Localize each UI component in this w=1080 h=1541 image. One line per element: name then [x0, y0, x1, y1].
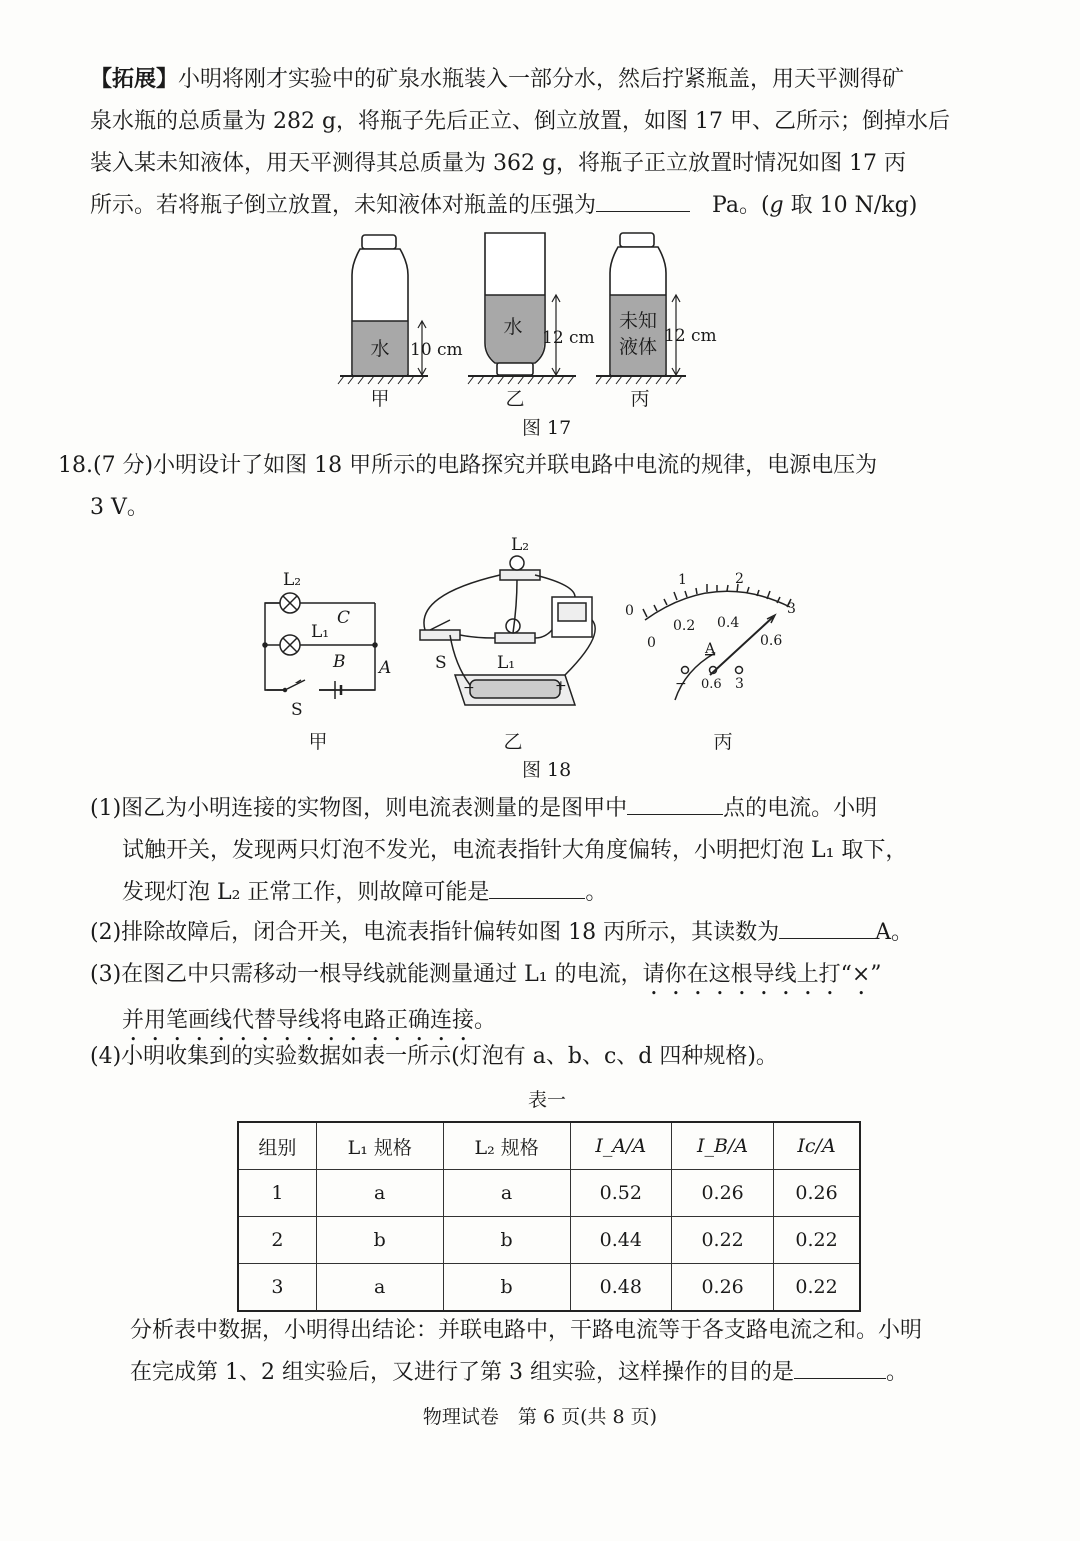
question-18 — [58, 445, 998, 529]
label-point-C: C — [337, 608, 351, 628]
label-height-12b: 12 cm — [664, 326, 717, 346]
figure-18 — [245, 535, 825, 760]
label-jia-18: 甲 — [308, 731, 328, 753]
answer-blank-reading[interactable] — [779, 914, 875, 939]
q18-line-1: 18.(7 分)小明设计了如图 18 甲所示的电路探究并联电路中电流的规律，电源电压为 — [58, 453, 878, 478]
table-row: 2 b b 0.44 0.22 0.22 — [238, 1217, 860, 1264]
label-L2-a: L₂ — [283, 570, 302, 590]
label-water-a: 水 — [370, 338, 390, 360]
table-header-row: 组别 L₁ 规格 L₂ 规格 I_A/A I_B/A Ic/A — [238, 1122, 860, 1170]
sub-question-1: (1)图乙为小明连接的实物图，则电流表测量的是图甲中 点的电流。小明 试触开关，发现两只灯泡不发光，电流表指针大角度偏转，小明把灯泡 L₁ 取下， 发现灯泡 L₂ 正常工作，则故障可能是 。 — [90, 788, 990, 914]
ext-line-3: 装入某未知液体，用天平测得其总质量为 362 g，将瓶子正立放置时情况如图 17 丙 — [90, 151, 907, 176]
conclusion: 分析表中数据，小明得出结论：并联电路中，干路电流等于各支路电流之和。小明 在完成第 1、2 组实验后，又进行了第 3 组实验，这样操作的目的是 。 — [130, 1318, 923, 1385]
q18-line-2: 3 V。 — [90, 495, 149, 520]
dial-minor-0.4: 0.4 — [717, 615, 740, 631]
answer-blank-fault[interactable] — [489, 874, 585, 899]
label-bing-17: 丙 — [630, 388, 650, 410]
answer-blank-point[interactable] — [627, 790, 723, 815]
label-height-10: 10 cm — [410, 340, 463, 360]
terminal-3: 3 — [735, 676, 744, 692]
label-switch-S-a: S — [291, 700, 303, 720]
label-point-B: B — [333, 652, 346, 672]
physical-circuit — [420, 556, 595, 705]
label-bing-18: 丙 — [713, 731, 733, 753]
sub-question-2: (2)排除故障后，闭合开关，电流表指针偏转如图 18 丙所示，其读数为 A。 — [90, 912, 990, 954]
label-L2-b: L₂ — [511, 535, 530, 555]
dial-major-1: 1 — [678, 572, 687, 588]
label-battery-neg: − — [463, 680, 475, 696]
label-L1-b: L₁ — [497, 653, 516, 673]
answer-blank-pressure[interactable] — [596, 187, 690, 212]
ext-line-1: 【拓展】小明将刚才实验中的矿泉水瓶装入一部分水，然后拧紧瓶盖，用天平测得矿 — [90, 66, 905, 92]
dial-minor-0.2: 0.2 — [673, 618, 696, 634]
answer-blank-purpose[interactable] — [794, 1354, 886, 1379]
table-row: 1 a a 0.52 0.26 0.26 — [238, 1170, 860, 1217]
page-footer: 物理试卷 第 6 页(共 8 页) — [422, 1406, 658, 1428]
label-battery-pos: + — [555, 678, 567, 694]
table-row: 3 a b 0.48 0.26 0.22 — [238, 1264, 860, 1312]
label-L1-a: L₁ — [311, 622, 330, 642]
figure-17-caption: 图 17 — [522, 417, 572, 439]
ext-line-4: 所示。若将瓶子倒立放置，未知液体对瓶盖的压强为 Pa。(g 取 10 N/kg) — [90, 185, 990, 227]
dial-unit: A — [705, 641, 716, 657]
label-water-b: 水 — [503, 316, 523, 338]
dial-major-2: 2 — [735, 571, 744, 587]
sub-question-3: (3)在图乙中只需移动一根导线就能测量通过 L₁ 的电流，请你在这根导线上打“×” 并用笔画线代替导线将电路正确连接。 — [90, 962, 882, 1033]
figure-18-caption: 图 18 — [522, 759, 572, 781]
label-yi-17: 乙 — [505, 388, 525, 410]
label-point-A: A — [379, 658, 392, 678]
ext-line-2: 泉水瓶的总质量为 282 g，将瓶子先后正立、倒立放置，如图 17 甲、乙所示；倒掉水后 — [90, 109, 951, 134]
circuit-diagram — [263, 593, 377, 699]
dial-major-3: 3 — [787, 601, 796, 617]
bottle-inverted-water — [485, 233, 545, 375]
extension-paragraph — [90, 58, 990, 227]
dial-minor-0.6: 0.6 — [760, 633, 783, 649]
data-table — [237, 1121, 861, 1312]
sub-question-4: (4)小明收集到的实验数据如表一所示(灯泡有 a、b、c、d 四种规格)。 — [90, 1044, 778, 1069]
table-title: 表一 — [528, 1089, 567, 1111]
label-liquid-2: 液体 — [618, 336, 658, 358]
terminal-0.6: 0.6 — [701, 677, 722, 692]
label-jia-17: 甲 — [370, 388, 390, 410]
dial-minor-0: 0 — [647, 635, 656, 651]
label-height-12a: 12 cm — [542, 328, 595, 348]
label-liquid-1: 未知 — [618, 310, 658, 332]
dial-major-0: 0 — [625, 603, 634, 619]
label-switch-S-b: S — [435, 653, 447, 673]
terminal-neg: − — [675, 676, 687, 692]
figure-17 — [330, 225, 730, 415]
label-yi-18: 乙 — [503, 731, 523, 753]
